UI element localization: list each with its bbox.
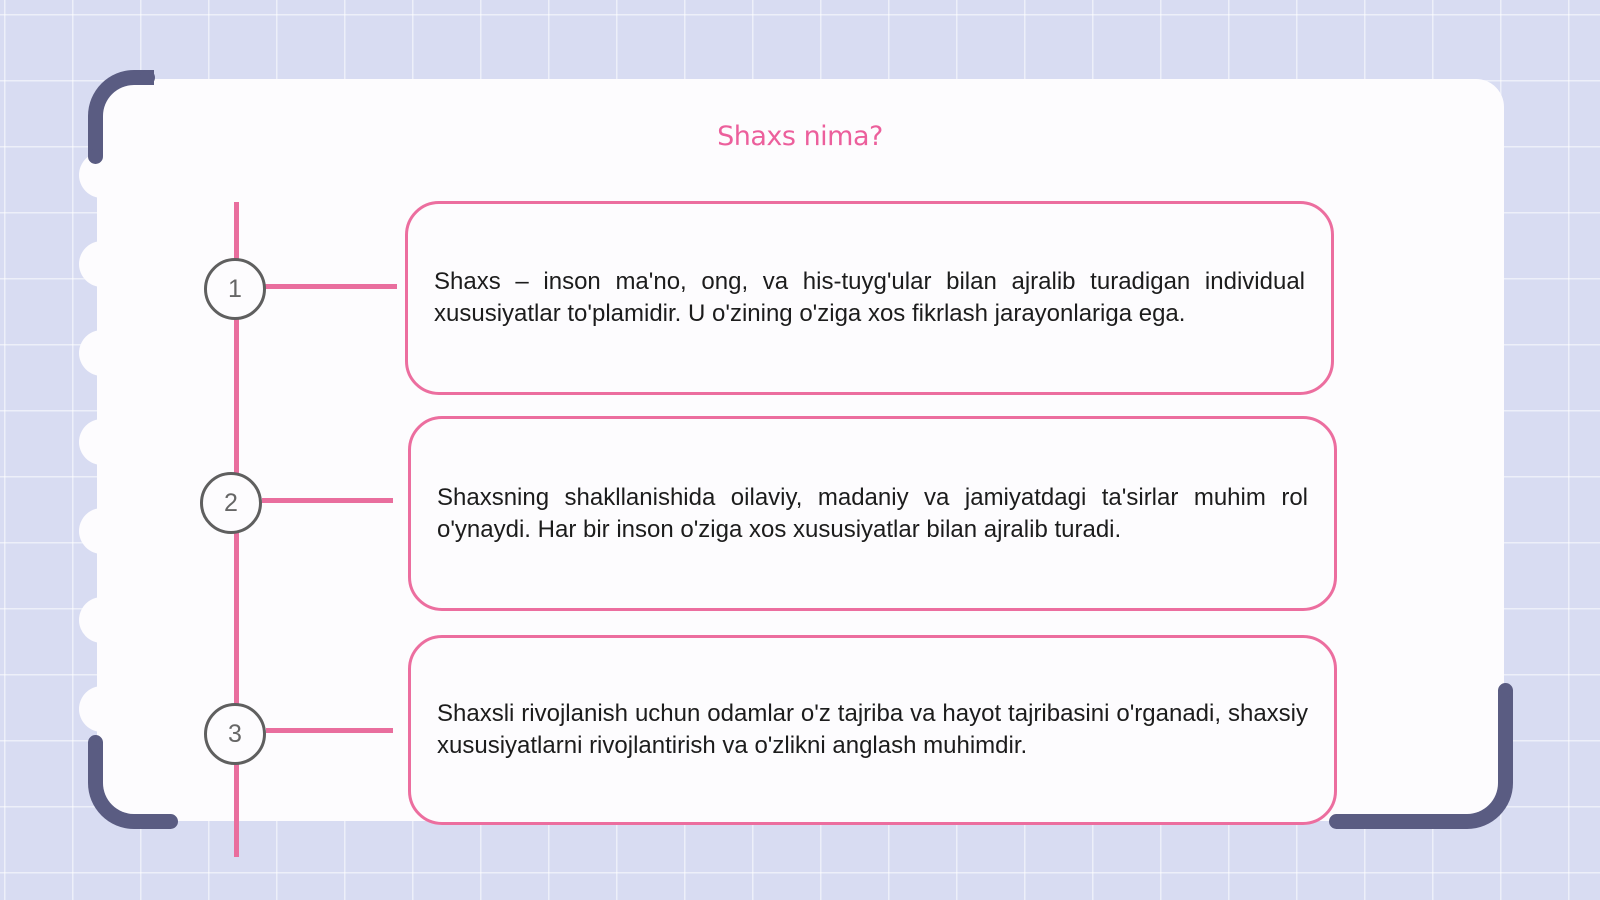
info-box (408, 416, 1337, 611)
card-edge-scallop (79, 330, 125, 376)
info-box-text: Shaxsli rivojlanish uchun odamlar o'z tajriba va hayot tajribasini o'rganadi, shaxsiy xususiyatlarni rivojlantirish va o'zlikni anglash muhimdir. (437, 700, 1308, 759)
info-box (405, 201, 1334, 395)
frame-corner-cap (140, 70, 155, 85)
frame-corner-cap (88, 149, 103, 164)
step-number-badge: 3 (204, 703, 266, 765)
frame-corner-cap (88, 735, 103, 750)
card-edge-scallop (79, 686, 125, 732)
timeline-connector (262, 498, 393, 503)
card-edge-scallop (79, 508, 125, 554)
slide-title: Shaxs nima? (717, 121, 883, 152)
frame-corner-cap (163, 814, 178, 829)
step-number-badge: 1 (204, 258, 266, 320)
frame-corner-cap (1498, 683, 1513, 698)
frame-corner-bottom-left (88, 742, 171, 829)
card-edge-scallop (79, 419, 125, 465)
card-edge-scallop (79, 597, 125, 643)
info-box-text: Shaxs – inson ma'no, ong, va his-tuyg'ular bilan ajralib turadigan individual xususiyatlar to'plamidir. U o'zining o'ziga xos fikrlash jarayonlariga ega. (434, 268, 1305, 327)
timeline-connector (266, 728, 393, 733)
timeline-connector (265, 284, 397, 289)
info-box (408, 635, 1337, 825)
card-edge-scallop (79, 241, 125, 287)
frame-corner-bottom-right (1336, 690, 1513, 829)
info-box-text: Shaxsning shakllanishida oilaviy, madaniy va jamiyatdagi ta'sirlar muhim rol o'ynaydi. Har bir inson o'ziga xos xususiyatlar bilan ajralib turadi. (437, 483, 1308, 543)
frame-corner-cap (1329, 814, 1344, 829)
step-number-badge: 2 (200, 472, 262, 534)
